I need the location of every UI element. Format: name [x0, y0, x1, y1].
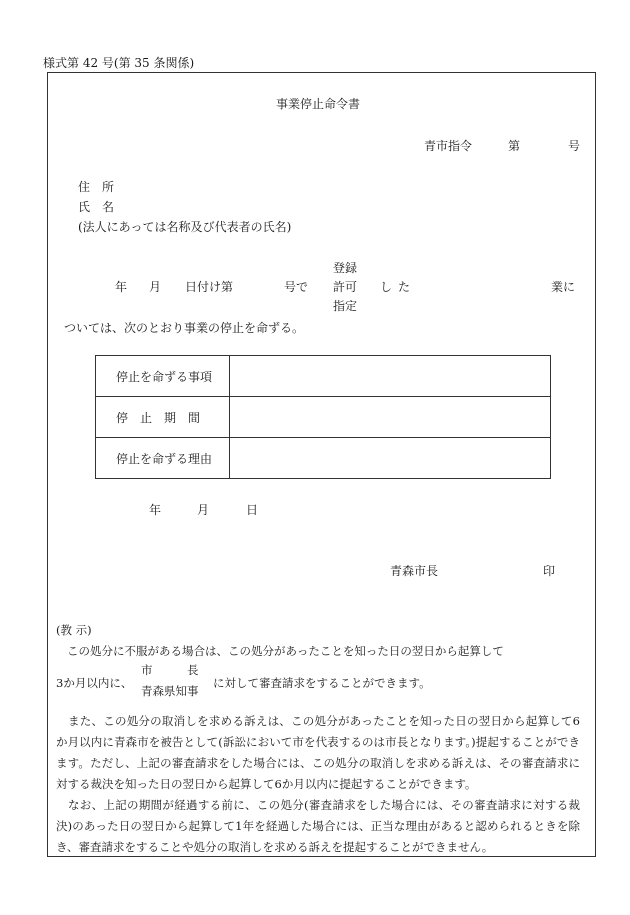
- document-number-mid: 第: [508, 139, 521, 153]
- document-number-prefix: 青市指令: [424, 139, 473, 153]
- table-row: [96, 438, 551, 479]
- table-row: [96, 397, 551, 438]
- notice-paragraph-lawsuit: また、この処分の取消しを求める訴えは、この処分があったことを知った日の翌日から起算して6か月以内に青森市を被告として(訴訟において市を代表するのは市長となります。)提起することができます。ただし、上記の審査請求をした場合には、この処分の取消しを求める訴えは、その審査請求に対する裁決を知った日の翌日から起算して6か月以内に提起することができます。: [56, 714, 580, 791]
- table-row: [96, 356, 551, 397]
- seal-mark: 印: [543, 564, 556, 578]
- reference-did: した: [380, 280, 417, 294]
- document-number-suffix: 号: [568, 139, 581, 153]
- suspended-matters-value[interactable]: [230, 356, 551, 397]
- suspended-matters-label: 停止を命ずる事項: [96, 356, 230, 397]
- reference-business-suffix: 業に: [551, 280, 576, 294]
- notice-line-2-suffix: に対して審査請求をすることができます。: [213, 676, 431, 690]
- signatory-title: 青森市長: [390, 564, 439, 578]
- address-label: 住 所: [78, 180, 115, 194]
- form-number-label: 様式第 42 号(第 35 条関係): [43, 56, 195, 70]
- document-title: 事業停止命令書: [276, 97, 361, 111]
- reference-month: 月: [149, 280, 162, 294]
- authority-governor: 青森県知事: [141, 684, 199, 698]
- reference-year: 年: [115, 280, 128, 294]
- option-designation: 指定: [333, 299, 358, 313]
- order-sentence: ついては、次のとおり事業の停止を命ずる。: [64, 321, 305, 335]
- date-month: 月: [197, 503, 210, 517]
- suspension-reason-label: 停止を命ずる理由: [96, 438, 230, 479]
- date-year: 年: [149, 503, 162, 517]
- order-table: [95, 355, 551, 479]
- corporation-note: (法人にあっては名称及び代表者の氏名): [78, 220, 292, 234]
- notice-heading: (教 示): [56, 623, 92, 637]
- suspension-period-label: 停 止 期 間: [96, 397, 230, 438]
- option-registration: 登録: [333, 261, 358, 275]
- reference-date-no: 日付け第: [185, 280, 234, 294]
- suspension-period-value[interactable]: [230, 397, 551, 438]
- option-permission: 許可: [333, 280, 358, 294]
- authority-mayor: 市 長: [141, 663, 199, 677]
- suspension-reason-value[interactable]: [230, 438, 551, 479]
- notice-paragraph-limitation: なお、上記の期間が経過する前に、この処分(審査請求をした場合には、その審査請求に対する裁決)のあった日の翌日から起算して1年を経過した場合には、正当な理由があると認められるときを除き、審査請求をすることや処分の取消しを求める訴えを提起することができません。: [56, 798, 580, 854]
- notice-line-1: この処分に不服がある場合は、この処分があったことを知った日の翌日から起算して: [67, 644, 504, 658]
- reference-number-suffix: 号で: [284, 280, 309, 294]
- name-label: 氏 名: [78, 200, 115, 214]
- date-day: 日: [246, 503, 259, 517]
- notice-line-2-prefix: 3か月以内に、: [56, 676, 133, 690]
